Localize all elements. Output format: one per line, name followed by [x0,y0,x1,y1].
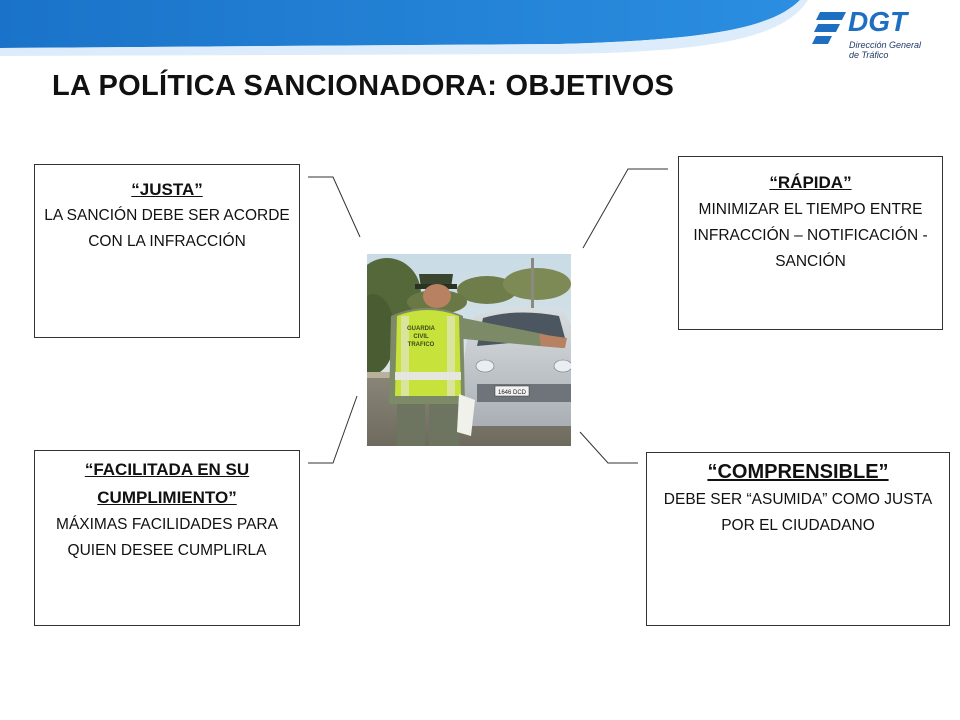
photo-illustration [367,254,571,446]
vest-text-2: CIVIL [413,334,429,340]
logo-text: DGT [848,6,908,37]
objective-heading: “RÁPIDA” [769,173,852,192]
license-plate: 1646 DCD [497,390,527,396]
dgt-emblem-icon [812,8,848,48]
connector-comprensible [580,432,638,463]
objective-box-justa [34,164,300,338]
logo-subtitle: Dirección General de Tráfico [849,40,922,60]
objective-heading: “COMPRENSIBLE” [707,461,889,483]
connector-justa [308,177,360,237]
objective-heading: “JUSTA” [131,180,203,199]
vest-text-1: GUARDIA [407,326,435,332]
objective-description: DEBE SER “ASUMIDA” COMO JUSTA POR EL CIUDADANO [663,491,933,534]
vest-text-3: TRAFICO [407,342,435,348]
objective-box-facilitada [34,450,300,626]
objective-description: MÁXIMAS FACILIDADES PARA QUIEN DESEE CUMPLIRLA [56,516,278,559]
objective-description: MINIMIZAR EL TIEMPO ENTRE INFRACCIÓN – NOTIFICACIÓN - SANCIÓN [693,201,928,270]
objective-box-comprensible [646,452,950,626]
objective-heading: “FACILITADA EN SU CUMPLIMIENTO” [84,460,250,507]
connector-rapida [583,169,668,248]
traffic-officer-photo [367,254,571,446]
page-title: LA POLÍTICA SANCIONADORA: OBJETIVOS [52,70,675,102]
objective-box-rapida [678,156,943,330]
objective-description: LA SANCIÓN DEBE SER ACORDE CON LA INFRACCIÓN [44,207,290,250]
connector-facilitada [308,396,357,463]
